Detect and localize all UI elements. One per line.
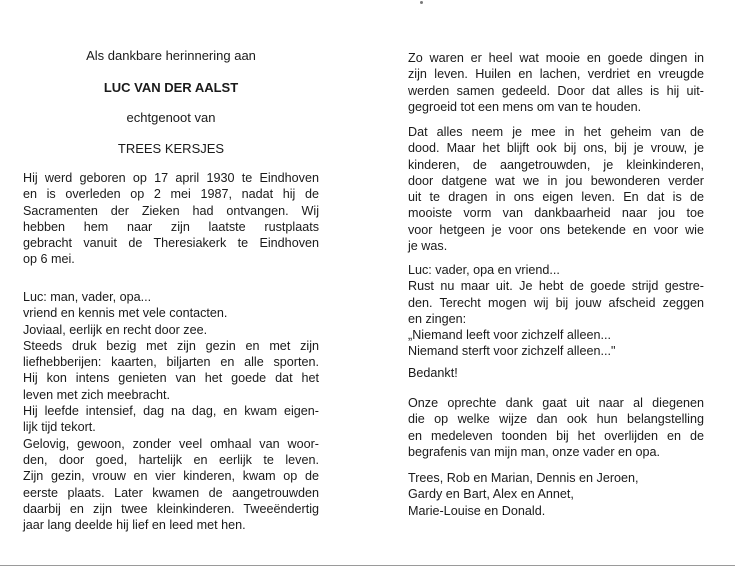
text-line: jaar lang deelde hij lief en leed met hen. [23, 518, 246, 533]
family-signature [408, 470, 704, 519]
text-line: lijk tijd tekort. [23, 420, 96, 435]
text-line: Dat alles neem je mee in het geheim van de [408, 125, 704, 139]
text-line: en zingen: [408, 311, 467, 326]
text-line: kinderen, de aangetrouwden, je kleinkinderen, [408, 157, 704, 172]
text-line: Hij leefde intensief, dag na dag, en kwam eigen- [23, 404, 319, 419]
thanks-heading [408, 365, 704, 381]
text-line: Luc: man, vader, opa... [23, 290, 152, 304]
text-line: Niemand sterft voor zichzelf alleen..." [408, 344, 616, 359]
intro-text: Als dankbare herinnering aan [86, 48, 256, 63]
text-line: op 6 mei. [23, 252, 75, 267]
text-line: eerste plaats. Later kwamen de aangetrouwden [23, 485, 319, 500]
spouse-name: TREES KERSJES [117, 141, 225, 156]
text-line: Joviaal, eerlijk en recht door zee. [23, 322, 208, 337]
text-line: en is overleden op 2 mei 1987, nadat hij de [23, 187, 319, 202]
text-line: den, door goed, hartelijk en eerlijk te leven. [23, 452, 319, 467]
biography-paragraph [23, 170, 319, 268]
text-line: en medeleven toonden bij het overlijden en de [408, 428, 704, 443]
farewell-paragraph [408, 262, 704, 360]
deceased-name: LUC VAN DER AALST [103, 80, 239, 95]
text-line: gegroeid tot een mens om van te houden. [408, 99, 642, 114]
text-line: Hij werd geboren op 17 april 1930 te Eindhoven [23, 171, 319, 185]
text-line: Luc: vader, opa en vriend... [408, 263, 560, 277]
life-paragraph [408, 50, 704, 115]
text-line: vriend en kennis met vele contacten. [23, 306, 228, 321]
text-line: Zo waren er heel wat mooie en goede dingen in [408, 51, 704, 65]
gratitude-paragraph [408, 395, 704, 460]
text-line: Marie-Louise en Donald. [408, 503, 546, 518]
text-line: begrafenis van mijn man, onze vader en opa. [408, 444, 661, 459]
text-line: mooiste vorm van dankbaarheid naar jou toe [408, 206, 704, 221]
character-paragraph [23, 289, 319, 533]
text-line: Sacramenten der Zieken had ontvangen. Wij [23, 203, 319, 218]
text-line: door datgene wat we in jou bewonderen verder [408, 173, 704, 188]
spouse-label: echtgenoot van [126, 110, 216, 125]
text-line: uit te dragen in ons eigen leven. En dat is de [408, 190, 704, 205]
text-line: Hij kon intens genieten van het goede dat het [23, 371, 319, 386]
text-line: werden samen gedeeld. Door dat alles is hij uit- [408, 83, 704, 98]
text-line: dood. Maar het blijft ook bij ons, bij je vrouw, je [408, 141, 704, 156]
text-line: „Niemand leeft voor zichzelf alleen... [408, 328, 611, 343]
text-line: daarbij en zijn twee kleinkinderen. Tweeëndertig [23, 501, 319, 516]
text-line: Zijn gezin, vrouw en vier kinderen, kwam op de [23, 469, 319, 484]
text-line: den. Terecht mogen wij bij jouw afscheid zeggen [408, 295, 704, 310]
text-line: liefhebberijen: kaarten, biljarten en alle sporten. [23, 355, 319, 370]
text-line: Steeds druk bezig met zijn gezin en met zijn [23, 338, 319, 353]
text-line: Trees, Rob en Marian, Dennis en Jeroen, [408, 471, 639, 485]
text-line: gebracht vanuit de Theresiakerk te Eindhoven [23, 236, 319, 251]
legacy-paragraph [408, 124, 704, 254]
text-line: leven met zich meebracht. [23, 387, 170, 402]
print-speck [420, 1, 423, 4]
text-line: Gardy en Bart, Alex en Annet, [408, 487, 574, 502]
text-line: Rust nu maar uit. Je hebt de goede strijd gestre- [408, 279, 704, 294]
text-line: zijn leven. Huilen en lachen, verdriet en vreugde [408, 67, 704, 82]
text-line: die op welke wijze dan ook hun belangstelling [408, 412, 704, 427]
text-line: hebben hem naar zijn laatste rustplaats [23, 219, 319, 234]
text-line: Onze oprechte dank gaat uit naar al diegenen [408, 396, 704, 410]
text-line: Gelovig, gewoon, zonder veel omhaal van woor- [23, 436, 319, 451]
text-line: je was. [408, 239, 448, 254]
bottom-edge-line [0, 565, 735, 566]
text-line: voor hetgeen je voor ons betekende en voor wie [408, 222, 704, 237]
text-line: Bedankt! [408, 366, 458, 380]
